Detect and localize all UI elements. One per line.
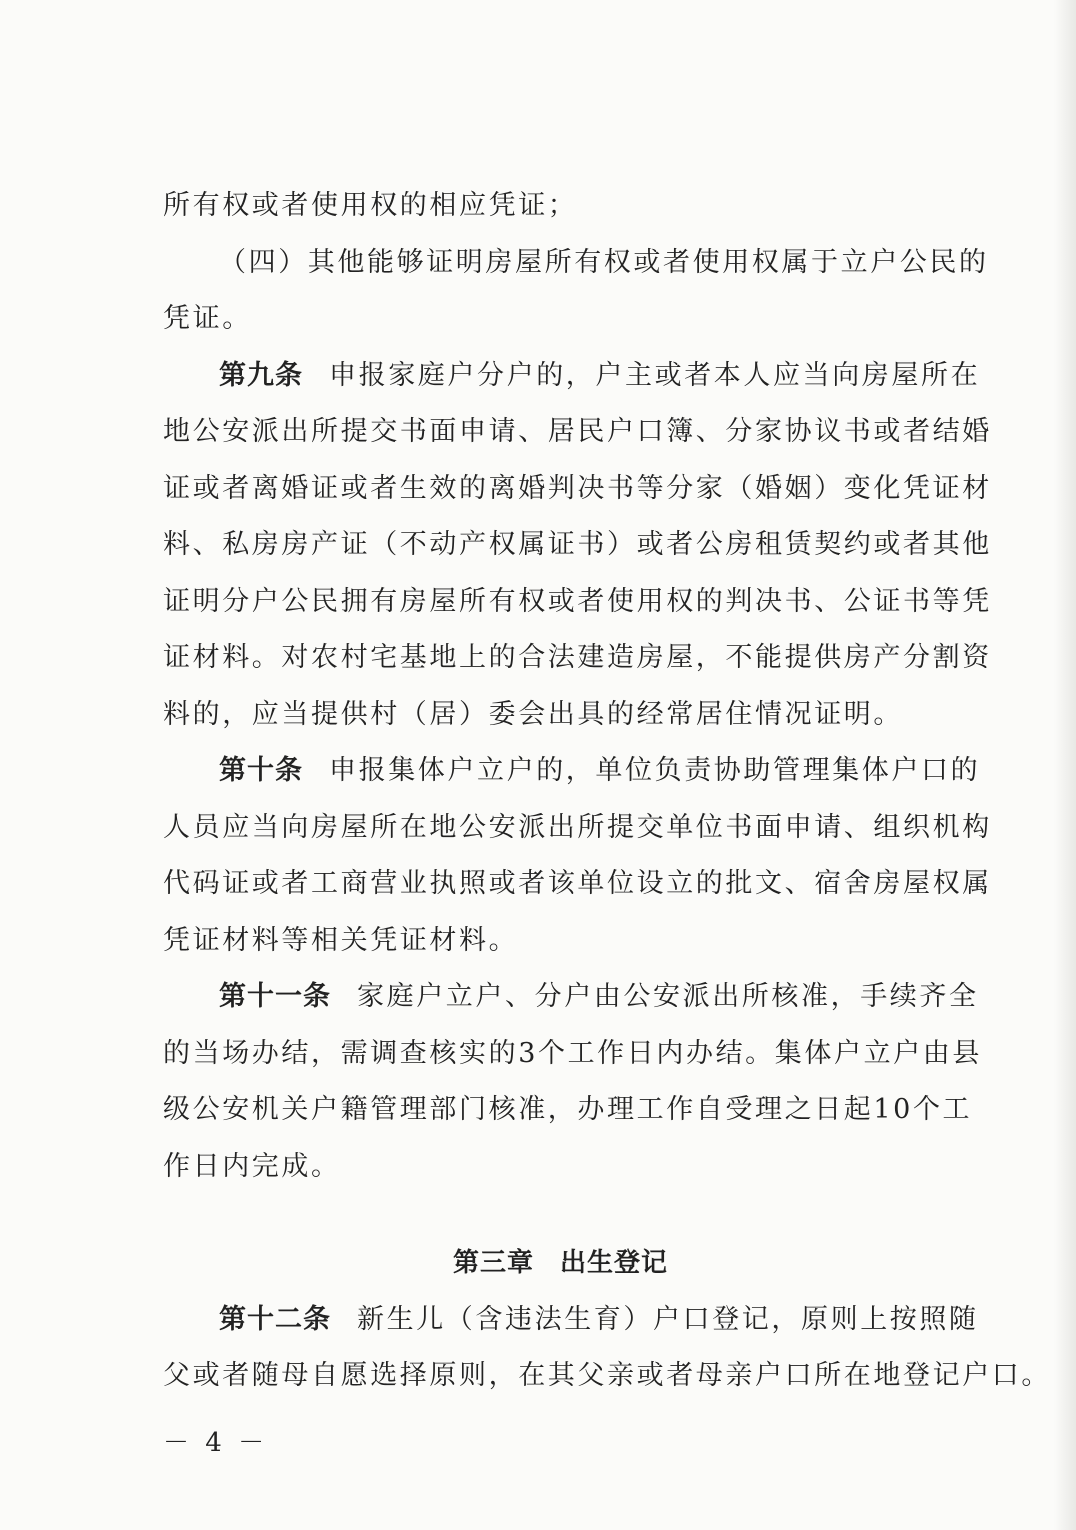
text-line: 凭证材料等相关凭证材料。 <box>163 924 519 956</box>
page-edge-shadow <box>1054 0 1076 1530</box>
text-line: 级公安机关户籍管理部门核准，办理工作自受理之日起10个工 <box>163 1094 973 1125</box>
chapter-number: 第三章 <box>452 1248 534 1278</box>
article-11-first-line <box>163 969 979 1026</box>
text-line: 家庭户立户、分户由公安派出所核准，手续齐全 <box>357 981 979 1012</box>
chapter-name: 出生登记 <box>560 1248 669 1278</box>
text-line: 申报家庭户分户的，户主或者本人应当向房屋所在 <box>329 359 981 391</box>
text-line: 凭证。 <box>163 303 252 334</box>
text-line: 料、私房房产证（不动产权属证书）或者公房租赁契约或者其他 <box>163 529 992 560</box>
chapter-heading <box>163 1235 958 1292</box>
article-10-first-line <box>163 743 981 800</box>
text-line: 申报集体户立户的，单位负责协助管理集体户口的 <box>329 755 981 786</box>
text-line: （四）其他能够证明房屋所有权或者使用权属于立户公民的 <box>219 246 989 278</box>
article-10-title: 第十条 <box>219 755 303 786</box>
article-9-first-line <box>163 348 981 405</box>
text-line: 料的，应当提供村（居）委会出具的经常居住情况证明。 <box>163 698 903 730</box>
text-line: 的当场办结，需调查核实的3个工作日内办结。集体户立户由县 <box>163 1037 982 1069</box>
document-body <box>163 178 1051 1405</box>
text-line: 所有权或者使用权的相应凭证； <box>163 190 578 221</box>
text-line: 证明分户公民拥有房屋所有权或者使用权的判决书、公证书等凭 <box>163 585 992 617</box>
text-line: 新生儿（含违法生育）户口登记，原则上按照随 <box>357 1303 979 1335</box>
article-11-title: 第十一条 <box>219 981 331 1012</box>
text-line: 证材料。对农村宅基地上的合法建造房屋，不能提供房产分割资 <box>163 642 992 673</box>
page-number: － 4 － <box>163 1428 269 1458</box>
article-9-title: 第九条 <box>219 359 303 391</box>
text-line: 代码证或者工商营业执照或者该单位设立的批文、宿舍房屋权属 <box>163 868 992 899</box>
article-12-first-line <box>163 1292 979 1349</box>
text-line: 父或者随母自愿选择原则，在其父亲或者母亲户口所在地登记户口。 <box>163 1360 1051 1391</box>
text-line: 地公安派出所提交书面申请、居民户口簿、分家协议书或者结婚 <box>163 416 992 447</box>
text-line: 证或者离婚证或者生效的离婚判决书等分家（婚姻）变化凭证材 <box>163 472 992 504</box>
text-line: 人员应当向房屋所在地公安派出所提交单位书面申请、组织机构 <box>163 811 992 843</box>
article-12-title: 第十二条 <box>219 1303 331 1335</box>
text-line: 作日内完成。 <box>163 1150 341 1182</box>
